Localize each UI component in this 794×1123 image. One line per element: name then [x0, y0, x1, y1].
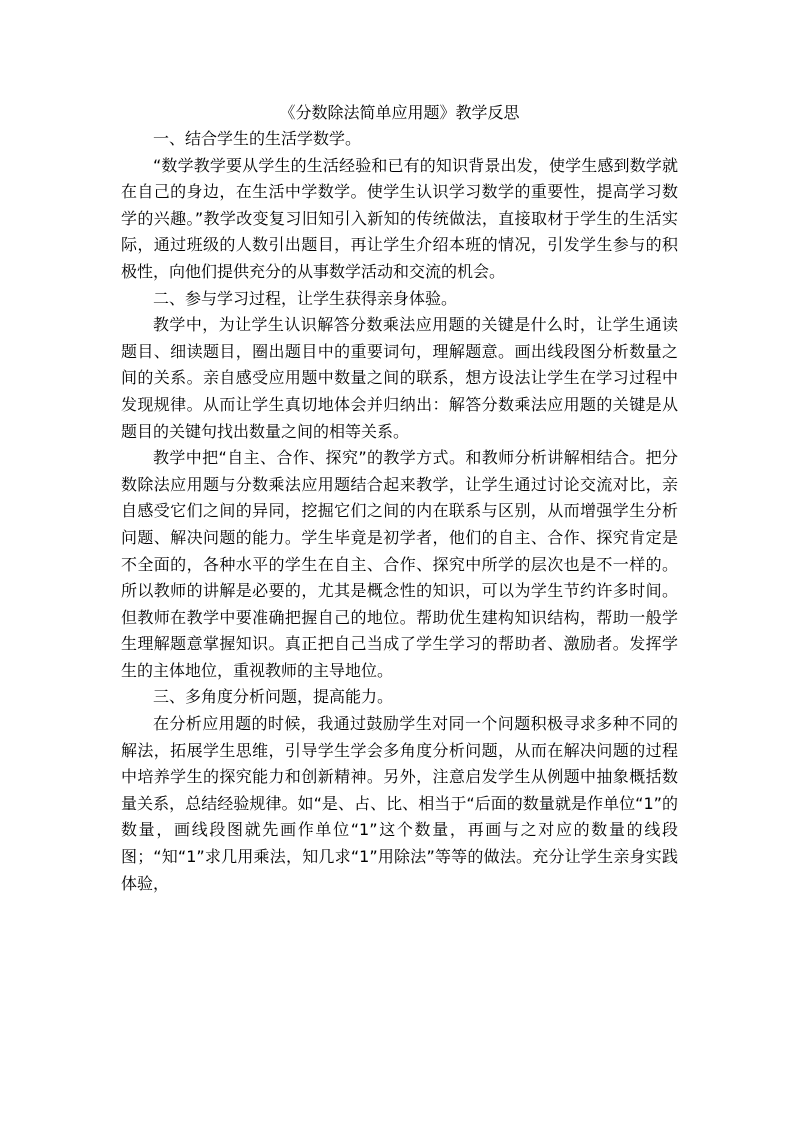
document-body — [121, 100, 678, 897]
paragraph-2-2: 教学中把“自主、合作、探究”的教学方式。和教师分析讲解相结合。把分数除法应用题与分数乘法应用题结合起来教学，让学生通过讨论交流对比，亲自感受它们之间的异同，挖掘它们之间的内在联系与区别，从而增强学生分析问题、解决问题的能力。学生毕竟是初学者，他们的自主、合作、探究肯定是不全面的，各种水平的学生在自主、合作、探究中所学的层次也是不一样的。所以教师的讲解是必要的，尤其是概念性的知识，可以为学生节约许多时间。但教师在教学中要准确把握自己的地位。帮助优生建构知识结构，帮助一般学生理解题意掌握知识。真正把自己当成了学生学习的帮助者、激励者。发挥学生的主体地位，重视教师的主导地位。 — [121, 448, 678, 680]
document-title: 《分数除法简单应用题》教学反思 — [279, 103, 520, 122]
paragraph-1-1: “数学教学要从学生的生活经验和已有的知识背景出发，使学生感到数学就在自己的身边，在生活中学数学。使学生认识学习数学的重要性，提高学习数学的兴趣。”教学改变复习旧知引入新知的传统做法，直接取材于学生的生活实际，通过班级的人数引出题目，再让学生介绍本班的情况，引发学生参与的积极性，向他们提供充分的从事数学活动和交流的机会。 — [121, 155, 678, 281]
paragraph-3-1: 在分析应用题的时候，我通过鼓励学生对同一个问题积极寻求多种不同的解法，拓展学生思维，引导学生学会多角度分析问题，从而在解决问题的过程中培养学生的探究能力和创新精神。另外，注意启发学生从例题中抽象概括数量关系，总结经验规律。如“是、占、比、相当于“后面的数量就是作单位“1”的数量，画线段图就先画作单位“1”这个数量，再画与之对应的数量的线段图；“知“1”求几用乘法，知几求“1”用除法”等等的做法。充分让学生亲身实践体验， — [121, 714, 678, 893]
section-heading-1: 一、结合学生的生活学数学。 — [153, 129, 362, 148]
paragraph-2-1: 教学中，为让学生认识解答分数乘法应用题的关键是什么时，让学生通读题目、细读题目，圈出题目中的重要词句，理解题意。画出线段图分析数量之间的关系。亲自感受应用题中数量之间的联系，想方设法让学生在学习过程中发现规律。从而让学生真切地体会并归纳出：解答分数乘法应用题的关键是从题目的关键句找出数量之间的相等关系。 — [121, 315, 678, 441]
section-heading-3: 三、多角度分析问题，提高能力。 — [153, 687, 394, 707]
section-heading-2: 二、参与学习过程，让学生获得亲身体验。 — [153, 288, 458, 308]
